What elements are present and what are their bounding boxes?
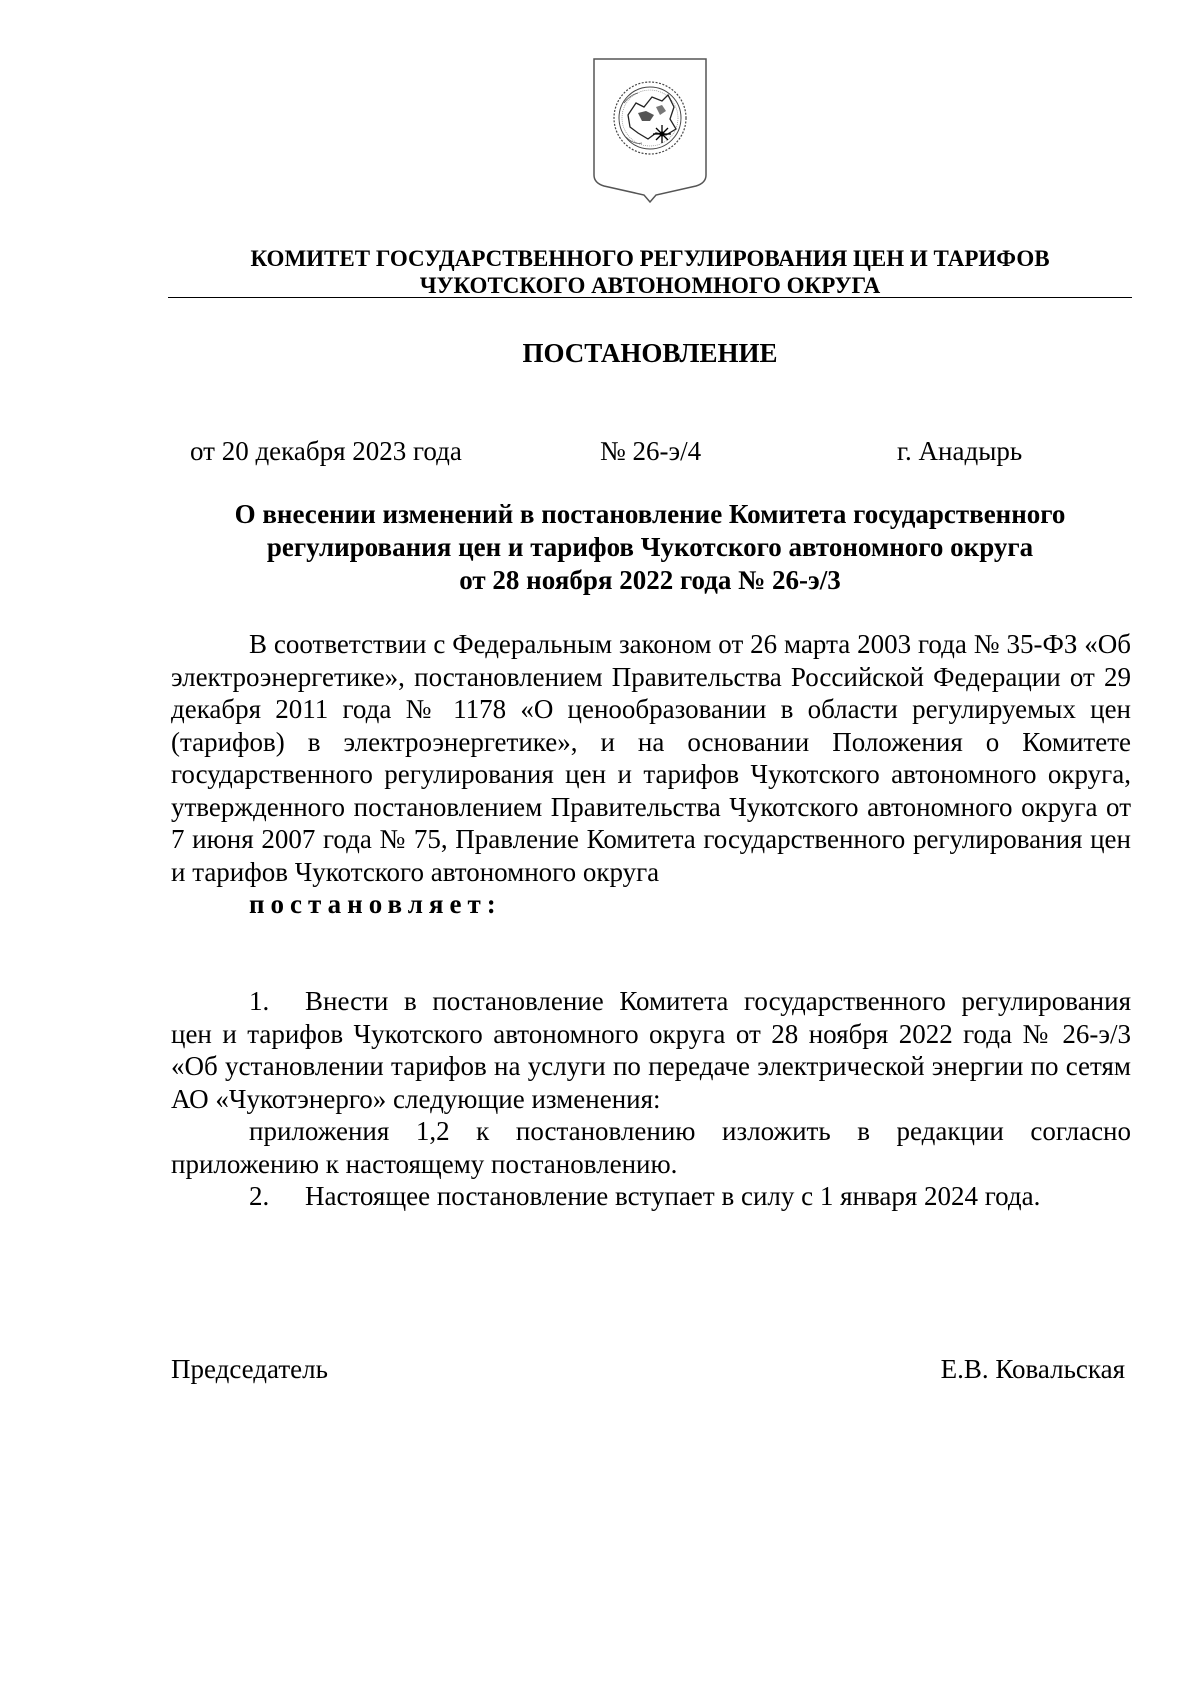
preamble-paragraph: В соответствии с Федеральным законом от 26 марта 2003 года № 35-ФЗ «Об электроэнергетике», постановлением Правительства Российской Федерации от 29 декабря 2011 года № 1178 «О ценообразовании в области регулируемых цен (тарифов) в электроэнергетике», и на основании Положения о Комитете государственного регулирования цен и тарифов Чукотского автономного округа, утвержденного постановлением Правительства Чукотского автономного округа от 7 июня 2007 года № 75, Правление Комитета государственного регулирования цен и тарифов Чукотского автономного округа xyxy=(171,629,1131,887)
organization-title xyxy=(168,245,1132,299)
coat-of-arms-icon xyxy=(590,55,710,205)
document-date: от 20 декабря 2023 года xyxy=(190,436,462,466)
preamble-section xyxy=(171,628,1131,921)
signatory-name: Е.В. Ковальская xyxy=(940,1354,1125,1384)
list-item xyxy=(171,1180,1131,1213)
item-text: Внести в постановление Комитета государственного регулирования цен и тарифов Чукотского автономного округа от 28 ноября 2022 года № 26-э/3 «Об установлении тарифов на услуги по передаче электрической энергии по сетям АО «Чукотэнерго» следующие изменения: xyxy=(171,986,1131,1114)
organization-title-line2: ЧУКОТСКОГО АВТОНОМНОГО ОКРУГА xyxy=(419,273,881,298)
heading-line1: О внесении изменений в постановление Комитета государственного xyxy=(234,499,1066,529)
signatory-position: Председатель xyxy=(171,1354,328,1384)
heading-line2: регулирования цен и тарифов Чукотского автономного округа xyxy=(266,532,1034,562)
heading-line3: от 28 ноября 2022 года № 26-э/3 xyxy=(459,565,841,595)
decree-word: постановляет: xyxy=(249,889,502,919)
item-number: 1. xyxy=(249,986,270,1016)
document-number: № 26-э/4 xyxy=(600,436,702,466)
document-place: г. Анадырь xyxy=(897,436,1023,466)
list-item-subparagraph: приложения 1,2 к постановлению изложить в редакции согласно приложению к настоящему постановлению. xyxy=(171,1116,1131,1179)
document-type: ПОСТАНОВЛЕНИЕ xyxy=(522,338,778,368)
header-divider xyxy=(168,297,1132,298)
document-heading xyxy=(168,498,1132,597)
item-number: 2. xyxy=(249,1181,270,1211)
list-item xyxy=(171,985,1131,1115)
item-text: Настоящее постановление вступает в силу с 1 января 2024 года. xyxy=(305,1181,1041,1211)
organization-title-line1: КОМИТЕТ ГОСУДАРСТВЕННОГО РЕГУЛИРОВАНИЯ ЦЕН И ТАРИФОВ xyxy=(250,246,1050,271)
resolution-items xyxy=(171,985,1131,1213)
